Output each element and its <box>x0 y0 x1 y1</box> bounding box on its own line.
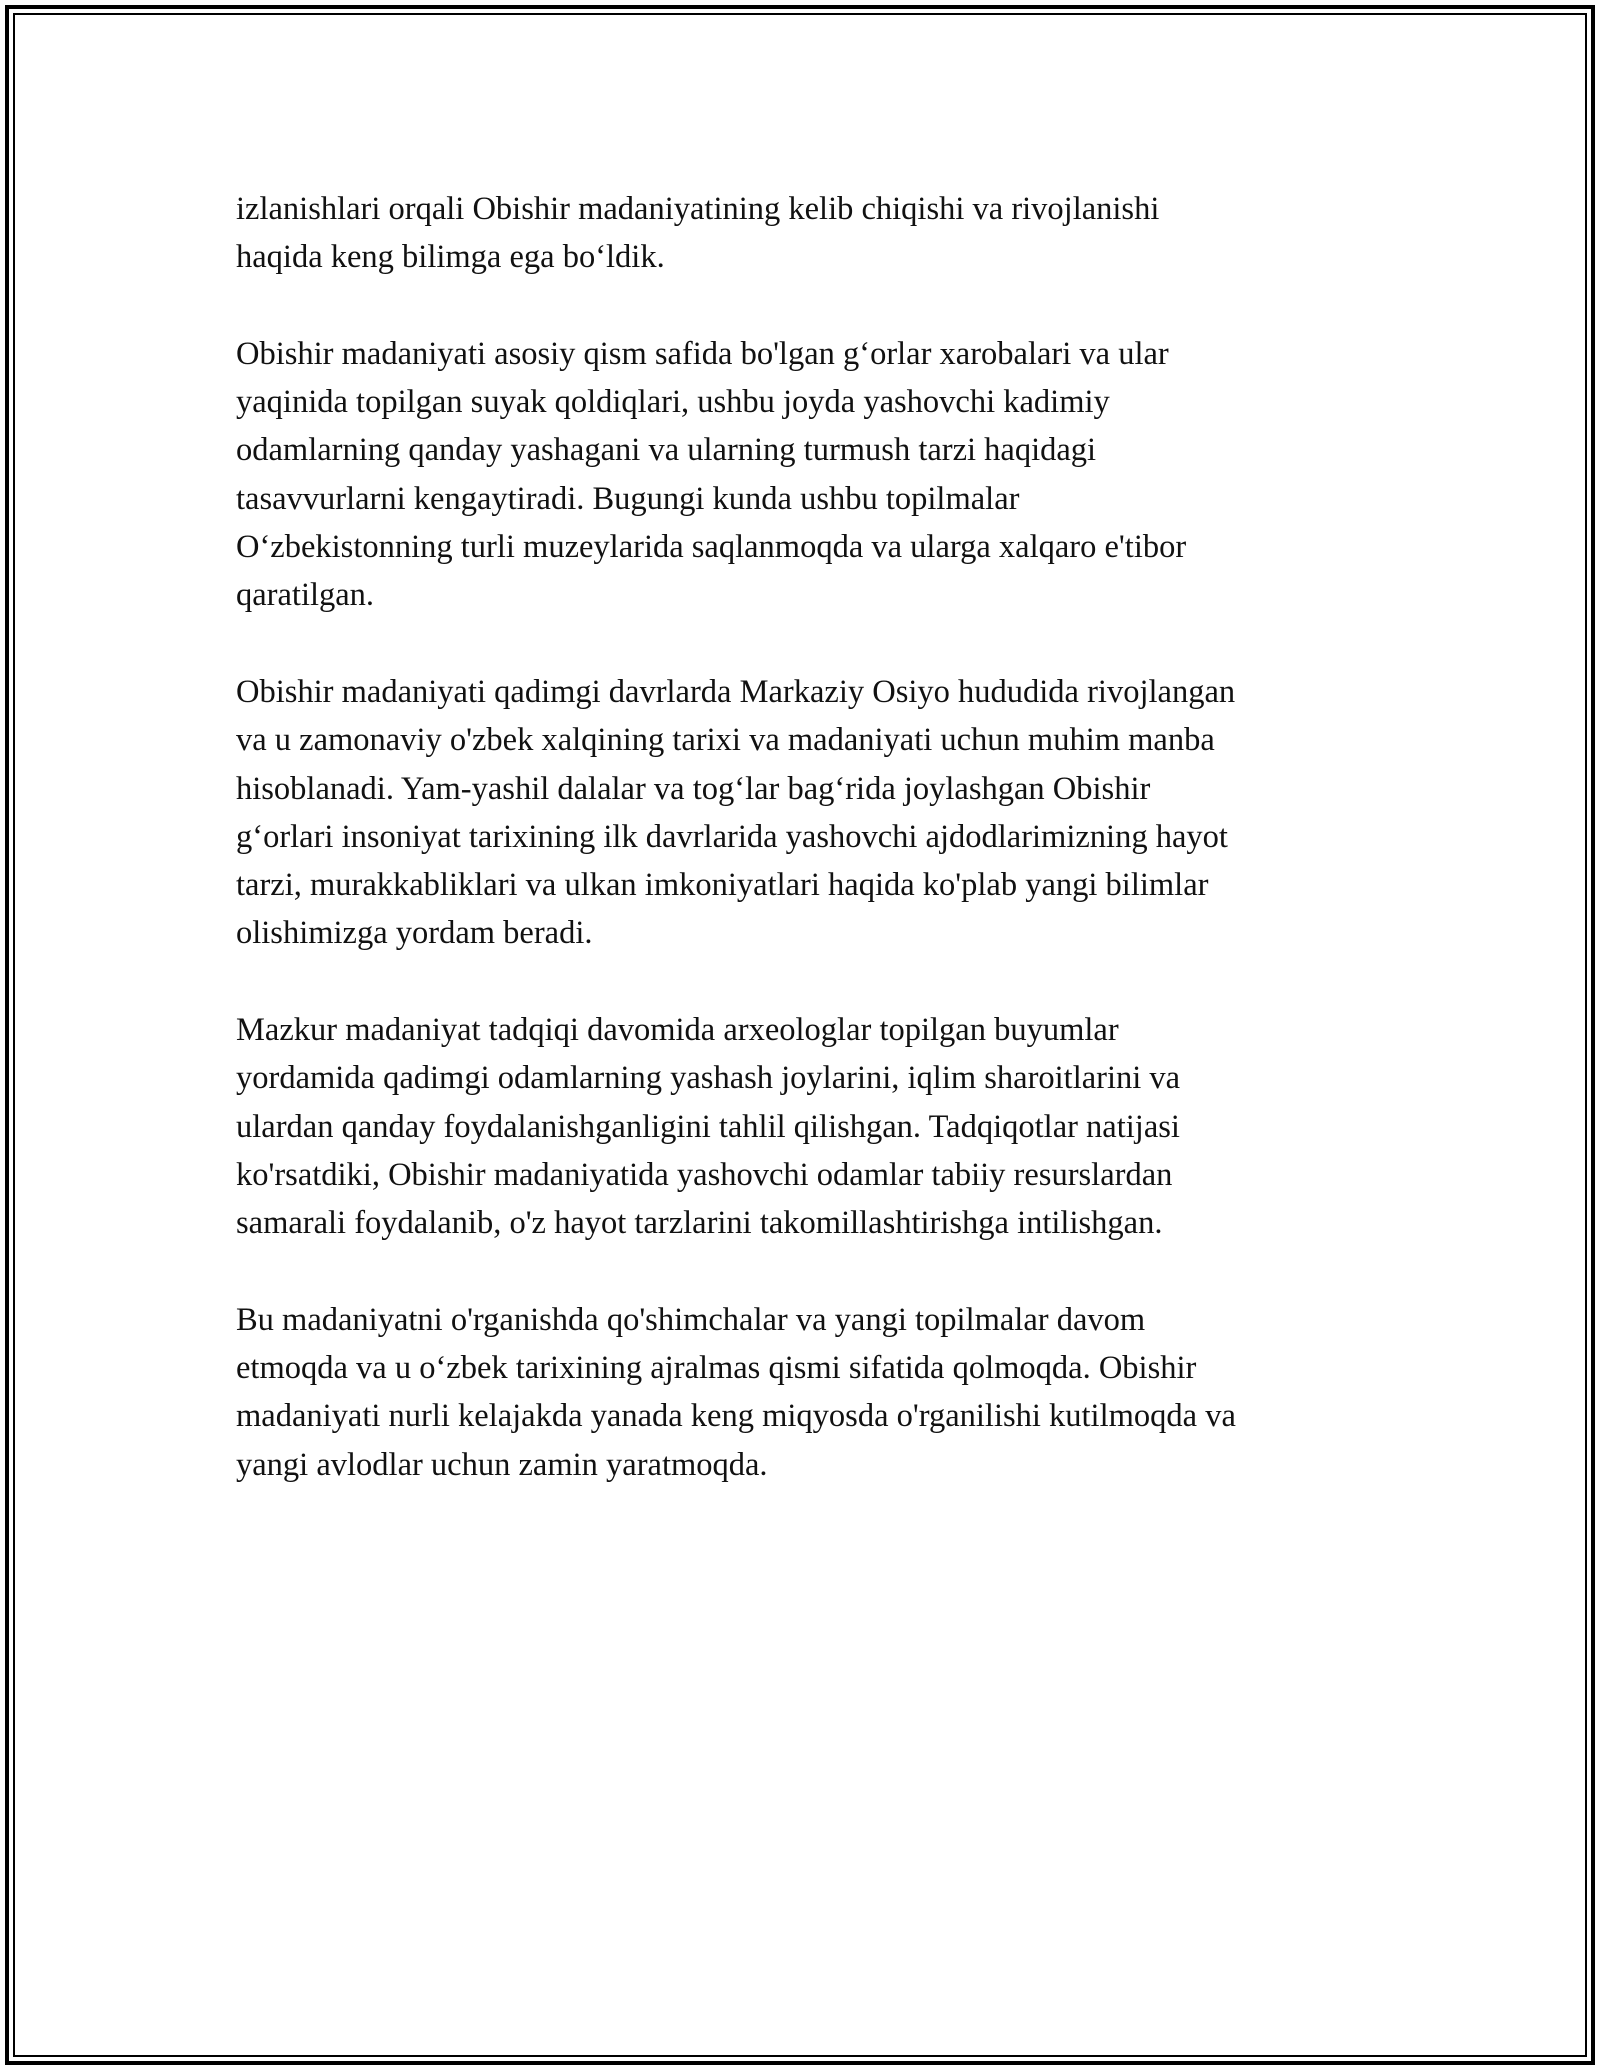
text-line: haqida keng bilimga ega bo‘ldik. <box>236 239 665 276</box>
text-line: hisoblanadi. Yam-yashil dalalar va tog‘lar bag‘rida joylashgan Obishir <box>236 770 1151 807</box>
text-line: va u zamonaviy o'zbek xalqining tarixi va madaniyati uchun muhim manba <box>236 722 1215 759</box>
paragraph-4 <box>236 1006 1396 1247</box>
text-line: tasavvurlarni kengaytiradi. Bugungi kunda ushbu topilmalar <box>236 480 1020 517</box>
text-line: samarali foydalanib, o'z hayot tarzlarini takomillashtirishga intilishgan. <box>236 1205 1163 1242</box>
text-line: ko'rsatdiki, Obishir madaniyatida yashovchi odamlar tabiiy resurslardan <box>236 1156 1173 1193</box>
text-line: yangi avlodlar uchun zamin yaratmoqda. <box>236 1446 768 1483</box>
text-line: g‘orlari insoniyat tarixining ilk davrlarida yashovchi ajdodlarimizning hayot <box>236 818 1228 855</box>
text-line: odamlarning qanday yashagani va ularning turmush tarzi haqidagi <box>236 432 1097 469</box>
document-body <box>236 185 1396 1537</box>
text-line: ulardan qanday foydalanishganligini tahlil qilishgan. Tadqiqotlar natijasi <box>236 1108 1180 1145</box>
paragraph-1 <box>236 185 1396 282</box>
text-line: Obishir madaniyati asosiy qism safida bo'lgan g‘orlar xarobalari va ular <box>236 335 1169 372</box>
paragraph-3 <box>236 668 1396 958</box>
text-line: tarzi, murakkabliklari va ulkan imkoniyatlari haqida ko'plab yangi bilimlar <box>236 867 1209 904</box>
paragraph-5 <box>236 1296 1396 1489</box>
text-line: Obishir madaniyati qadimgi davrlarda Markaziy Osiyo hududida rivojlangan <box>236 673 1236 710</box>
text-line: O‘zbekistonning turli muzeylarida saqlanmoqda va ularga xalqaro e'tibor <box>236 529 1187 566</box>
text-line: yaqinida topilgan suyak qoldiqlari, ushbu joyda yashovchi kadimiy <box>236 384 1110 421</box>
text-line: yordamida qadimgi odamlarning yashash joylarini, iqlim sharoitlarini va <box>236 1060 1181 1097</box>
text-line: Bu madaniyatni o'rganishda qo'shimchalar va yangi topilmalar davom <box>236 1301 1146 1338</box>
text-line: Mazkur madaniyat tadqiqi davomida arxeologlar topilgan buyumlar <box>236 1012 1119 1049</box>
text-line: etmoqda va u o‘zbek tarixining ajralmas qismi sifatida qolmoqda. Obishir <box>236 1350 1197 1387</box>
text-line: qaratilgan. <box>236 577 375 614</box>
text-line: madaniyati nurli kelajakda yanada keng miqyosda o'rganilishi kutilmoqda va <box>236 1398 1236 1435</box>
text-line: olishimizga yordam beradi. <box>236 915 593 952</box>
text-line: izlanishlari orqali Obishir madaniyatining kelib chiqishi va rivojlanishi <box>236 191 1160 227</box>
paragraph-2 <box>236 330 1396 620</box>
